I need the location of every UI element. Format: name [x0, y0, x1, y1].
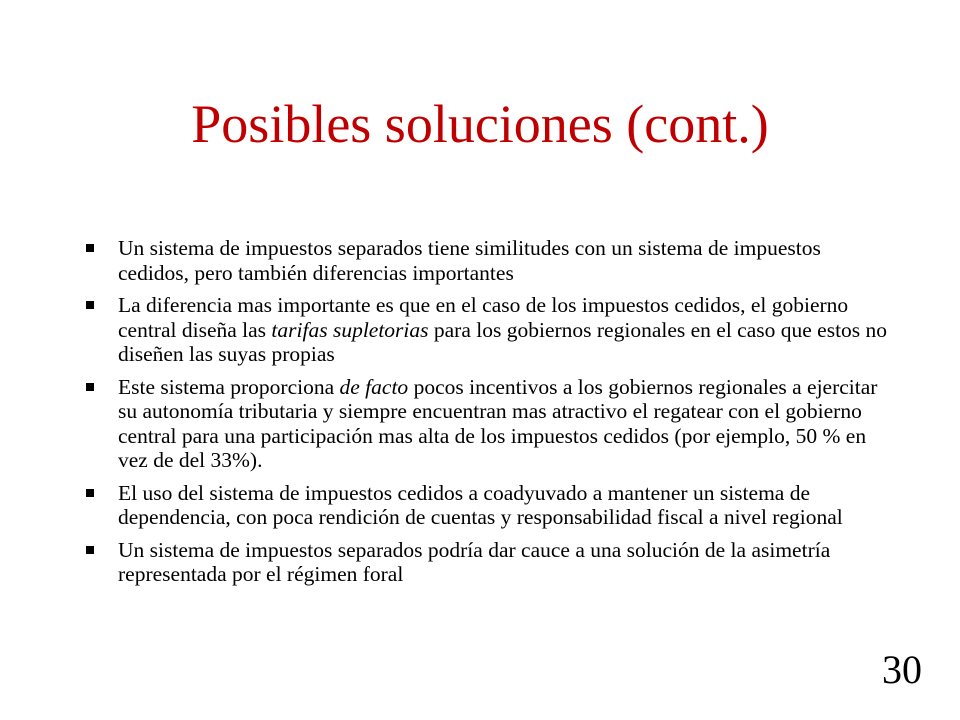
square-bullet-icon — [86, 546, 94, 554]
square-bullet-icon — [86, 489, 94, 497]
bullet-item — [82, 293, 892, 367]
bullet-text-italic: tarifas supletorias — [271, 317, 429, 342]
square-bullet-icon — [86, 383, 94, 391]
bullet-text: Un sistema de impuestos separados tiene similitudes con un sistema de impuestos cedidos, pero también diferencias importantes — [118, 236, 821, 285]
bullet-text: El uso del sistema de impuestos cedidos a coadyuvado a mantener un sistema de dependencia, con poca rendición de cuentas y responsabilidad fiscal a nivel regional — [118, 480, 843, 529]
page-number: 30 — [882, 647, 922, 692]
bullet-list — [82, 236, 892, 595]
bullet-text-after: pocos incentivos a los gobiernos regionales a ejercitar su autonomía tributaria y siempre encuentran mas atractivo el regatear con el gobierno central para una participación mas alta de los impuestos cedidos (por ejemplo, 50 % en vez de del 33%). — [118, 374, 878, 472]
bullet-item — [82, 481, 892, 530]
square-bullet-icon — [86, 301, 94, 309]
bullet-text: Un sistema de impuestos separados podría dar cauce a una solución de la asimetría representada por el régimen foral — [118, 537, 831, 586]
square-bullet-icon — [86, 244, 94, 252]
bullet-item — [82, 375, 892, 473]
bullet-text-after: para los gobiernos regionales en el caso que estos no diseñen las suyas propias — [118, 317, 888, 366]
bullet-text-before: Este sistema proporciona — [118, 374, 340, 399]
bullet-text-before: La diferencia mas importante es que en el caso de los impuestos cedidos, el gobierno central diseña las — [118, 293, 849, 342]
slide-title: Posibles soluciones (cont.) — [191, 94, 769, 154]
bullet-item — [82, 236, 892, 285]
bullet-item — [82, 538, 892, 587]
bullet-text-italic: de facto — [339, 374, 409, 399]
